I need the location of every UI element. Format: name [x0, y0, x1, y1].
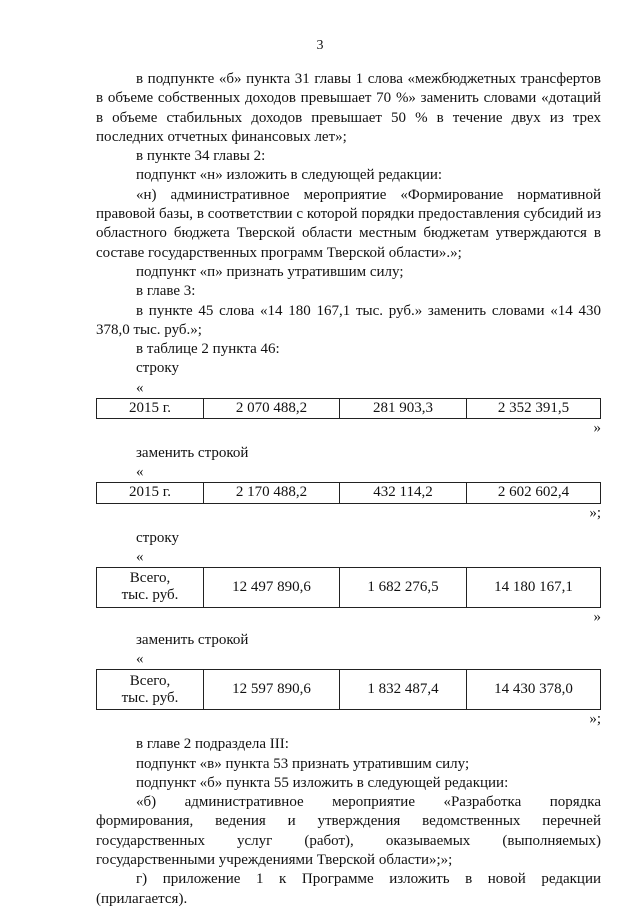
table-cell: 2015 г. [97, 398, 204, 418]
paragraph: в главе 3: [136, 283, 196, 300]
table-row [97, 567, 601, 607]
table-row [97, 670, 601, 710]
paragraph: в таблице 2 пункта 46: [136, 341, 280, 358]
open-quote: « [136, 548, 144, 565]
table-cell: Всего, тыс. руб. [97, 670, 204, 710]
paragraph: в главе 2 подраздела III: [136, 736, 289, 753]
page-number: 3 [316, 38, 324, 53]
paragraph: подпункт «н» изложить в следующей редакции: [136, 167, 443, 184]
paragraph: «н) административное мероприятие «Формирование нормативной правовой базы, в соответствии с которой порядки предоставления субсидий из областного бюджета Тверской области местным бюджетам утверждаются в составе государственных программ Тверской области».»; [96, 186, 601, 261]
table-row-total-old [96, 567, 601, 608]
paragraphs-after [96, 735, 601, 909]
table-cell: 281 903,3 [340, 398, 467, 418]
table-cell: 2 352 391,5 [467, 398, 601, 418]
paragraph: подпункт «б» пункта 55 изложить в следующей редакции: [136, 774, 509, 791]
table-cell: 432 114,2 [340, 483, 467, 503]
table-cell: 1 682 276,5 [340, 567, 467, 607]
paragraph: в пункте 45 слова «14 180 167,1 тыс. руб.» заменить словами «14 430 378,0 тыс. руб.»; [96, 302, 601, 338]
open-quote: « [136, 651, 144, 668]
table-row-2015-old [96, 398, 601, 419]
paragraph: г) приложение 1 к Программе изложить в новой редакции (прилагается). [96, 871, 601, 907]
table-cell: 14 430 378,0 [467, 670, 601, 710]
table-cell: 2 070 488,2 [204, 398, 340, 418]
close-quote: » [593, 420, 601, 437]
table-row-total-new [96, 669, 601, 710]
table-cell: 2 602 602,4 [467, 483, 601, 503]
table-cell: 12 497 890,6 [204, 567, 340, 607]
label-stroku-1: строку [136, 360, 179, 377]
close-quote-semicolon: »; [589, 504, 601, 521]
open-quote: « [136, 464, 144, 481]
table-row [97, 398, 601, 418]
table-cell: 14 180 167,1 [467, 567, 601, 607]
paragraph: подпункт «в» пункта 53 признать утратившим силу; [136, 755, 470, 772]
open-quote: « [136, 379, 144, 396]
paragraph: «б) административное мероприятие «Разработка порядка формирования, ведения и утверждения ведомственных перечней государственных услуг (работ), оказываемых (выполняемых) государственными учреждениями Тверской области»;»; [96, 794, 601, 869]
paragraph: подпункт «п» признать утратившим силу; [136, 263, 404, 280]
label-zamenit-1: заменить строкой [136, 445, 249, 462]
table-row [97, 483, 601, 503]
table-cell: 2 170 488,2 [204, 483, 340, 503]
label-stroku-2: строку [136, 529, 179, 546]
table-row-2015-new [96, 482, 601, 503]
table-cell: 1 832 487,4 [340, 670, 467, 710]
paragraph: в подпункте «б» пункта 31 главы 1 слова «межбюджетных трансфертов в объеме собственных доходов превышает 70 %» заменить словами «дотаций в объеме стабильных доходов превышает 50 % в течение двух из трех последних отчетных финансовых лет»; [96, 71, 601, 145]
label-zamenit-2: заменить строкой [136, 631, 249, 648]
table-cell: 12 597 890,6 [204, 670, 340, 710]
document-body [96, 70, 601, 909]
close-quote-semicolon: »; [589, 711, 601, 728]
paragraph: в пункте 34 главы 2: [136, 148, 266, 165]
table-cell: Всего, тыс. руб. [97, 567, 204, 607]
close-quote: » [593, 608, 601, 625]
table-cell: 2015 г. [97, 483, 204, 503]
paragraphs-before [96, 70, 601, 359]
